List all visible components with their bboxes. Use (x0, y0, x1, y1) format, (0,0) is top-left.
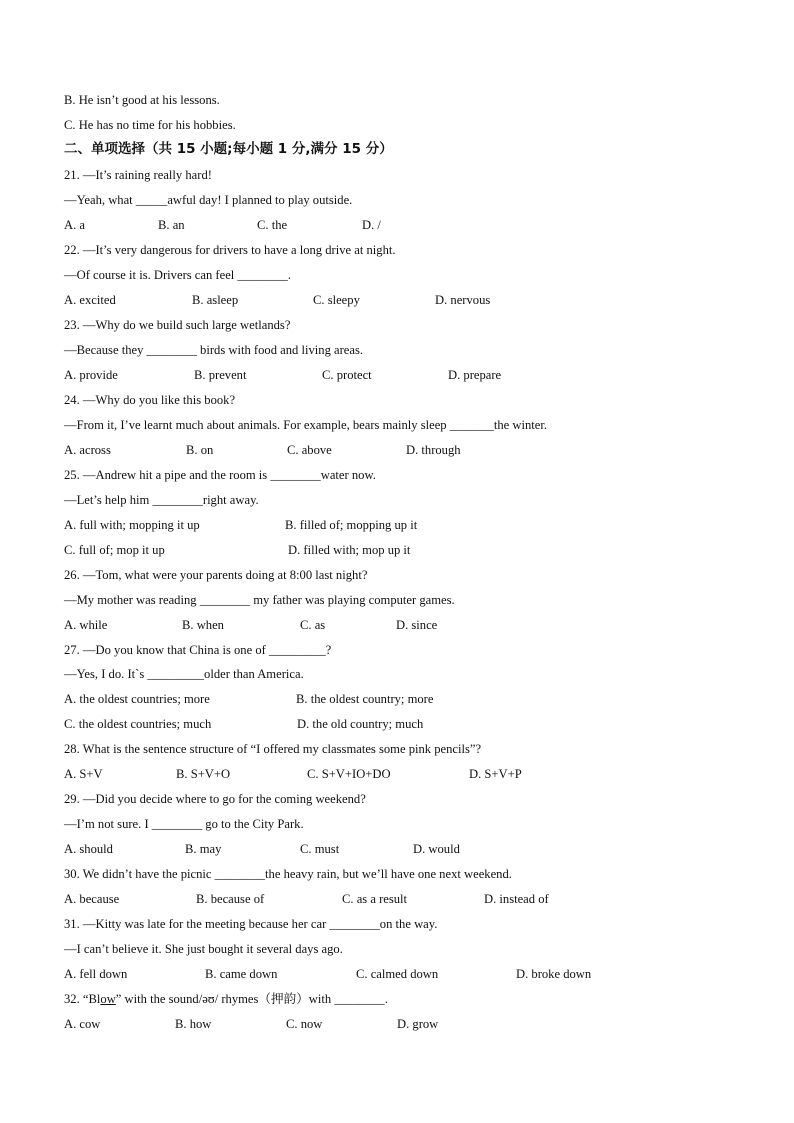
q30-option-c: C. as a result (342, 892, 408, 906)
q28-option-b: B. S+V+O (176, 767, 231, 781)
q24-prompt: 24. —Why do you like this book? (64, 393, 236, 407)
q31-option-c: C. calmed down (356, 967, 439, 981)
q24-option-c: C. above (287, 443, 332, 457)
q32-option-d: D. grow (397, 1017, 439, 1031)
q27-option-c: C. the oldest countries; much (64, 717, 212, 731)
q21-option-a: A. a (64, 218, 85, 232)
q29-prompt: 29. —Did you decide where to go for the coming weekend? (64, 792, 366, 806)
q23-response: —Because they ________ birds with food and living areas. (64, 343, 364, 357)
q32-option-b: B. how (175, 1017, 212, 1031)
q27-option-b: B. the oldest country; more (296, 692, 434, 706)
q25-option-b: B. filled of; mopping up it (285, 518, 418, 532)
q27-option-a: A. the oldest countries; more (64, 692, 210, 706)
q32-option-c: C. now (286, 1017, 323, 1031)
q31-option-b: B. came down (205, 967, 278, 981)
q21-prompt: 21. —It’s raining really hard! (64, 168, 212, 182)
q22-response: —Of course it is. Drivers can feel ________. (64, 268, 291, 282)
q23-option-a: A. provide (64, 368, 118, 382)
q22-option-c: C. sleepy (313, 293, 360, 307)
q27-response: —Yes, I do. It`s _________older than America. (64, 667, 304, 681)
q27-option-d: D. the old country; much (297, 717, 424, 731)
q23-option-c: C. protect (322, 368, 372, 382)
q29-response: —I’m not sure. I ________ go to the City Park. (64, 817, 304, 831)
q26-response: —My mother was reading ________ my father was playing computer games. (64, 593, 455, 607)
q26-option-a: A. while (64, 618, 108, 632)
q29-option-b: B. may (185, 842, 222, 856)
q22-option-a: A. excited (64, 293, 116, 307)
q32-underlined-ow: ow (100, 992, 116, 1006)
q22-option-d: D. nervous (435, 293, 491, 307)
q25-prompt: 25. —Andrew hit a pipe and the room is ________water now. (64, 468, 376, 482)
q24-response: —From it, I’ve learnt much about animals. For example, bears mainly sleep _______the winter. (64, 418, 547, 432)
section-heading: 二、单项选择（共 15 小题;每小题 1 分,满分 15 分） (64, 141, 393, 157)
q21-option-c: C. the (257, 218, 288, 232)
q21-response: —Yeah, what _____awful day! I planned to play outside. (64, 193, 353, 207)
q31-response: —I can’t believe it. She just bought it several days ago. (64, 942, 343, 956)
q28-option-d: D. S+V+P (469, 767, 522, 781)
q22-option-b: B. asleep (192, 293, 239, 307)
q31-prompt: 31. —Kitty was late for the meeting because her car ________on the way. (64, 917, 438, 931)
q26-option-d: D. since (396, 618, 438, 632)
q23-prompt: 23. —Why do we build such large wetlands? (64, 318, 291, 332)
q22-prompt: 22. —It’s very dangerous for drivers to have a long drive at night. (64, 243, 396, 257)
q32-option-a: A. cow (64, 1017, 101, 1031)
q23-option-d: D. prepare (448, 368, 502, 382)
q24-option-b: B. on (186, 443, 214, 457)
q30-option-d: D. instead of (484, 892, 549, 906)
q27-prompt: 27. —Do you know that China is one of _________? (64, 643, 332, 657)
q32-prefix: 32. “Bl (64, 992, 101, 1006)
q28-option-a: A. S+V (64, 767, 103, 781)
q28-prompt: 28. What is the sentence structure of “I offered my classmates some pink pencils”? (64, 742, 482, 756)
q26-option-c: C. as (300, 618, 326, 632)
q21-option-d: D. / (362, 218, 381, 232)
q24-option-d: D. through (406, 443, 461, 457)
q32-prompt (64, 991, 388, 1007)
q25-option-a: A. full with; mopping it up (64, 518, 200, 532)
prev-option-b: B. He isn’t good at his lessons. (64, 93, 220, 107)
q30-option-a: A. because (64, 892, 120, 906)
q29-option-c: C. must (300, 842, 340, 856)
q26-prompt: 26. —Tom, what were your parents doing at 8:00 last night? (64, 568, 368, 582)
q30-prompt: 30. We didn’t have the picnic ________the heavy rain, but we’ll have one next weekend. (64, 867, 512, 881)
q25-option-d: D. filled with; mop up it (288, 543, 411, 557)
q24-option-a: A. across (64, 443, 111, 457)
q30-option-b: B. because of (196, 892, 265, 906)
q29-option-a: A. should (64, 842, 113, 856)
q28-option-c: C. S+V+IO+DO (307, 767, 391, 781)
q23-option-b: B. prevent (194, 368, 247, 382)
q31-option-a: A. fell down (64, 967, 128, 981)
q25-option-c: C. full of; mop it up (64, 543, 165, 557)
q21-option-b: B. an (158, 218, 185, 232)
q26-option-b: B. when (182, 618, 224, 632)
q31-option-d: D. broke down (516, 967, 592, 981)
prev-option-c: C. He has no time for his hobbies. (64, 118, 236, 132)
q29-option-d: D. would (413, 842, 460, 856)
q32-suffix: ” with the sound/əʊ/ rhymes（押韵）with ________. (115, 992, 388, 1006)
q25-response: —Let’s help him ________right away. (64, 493, 259, 507)
